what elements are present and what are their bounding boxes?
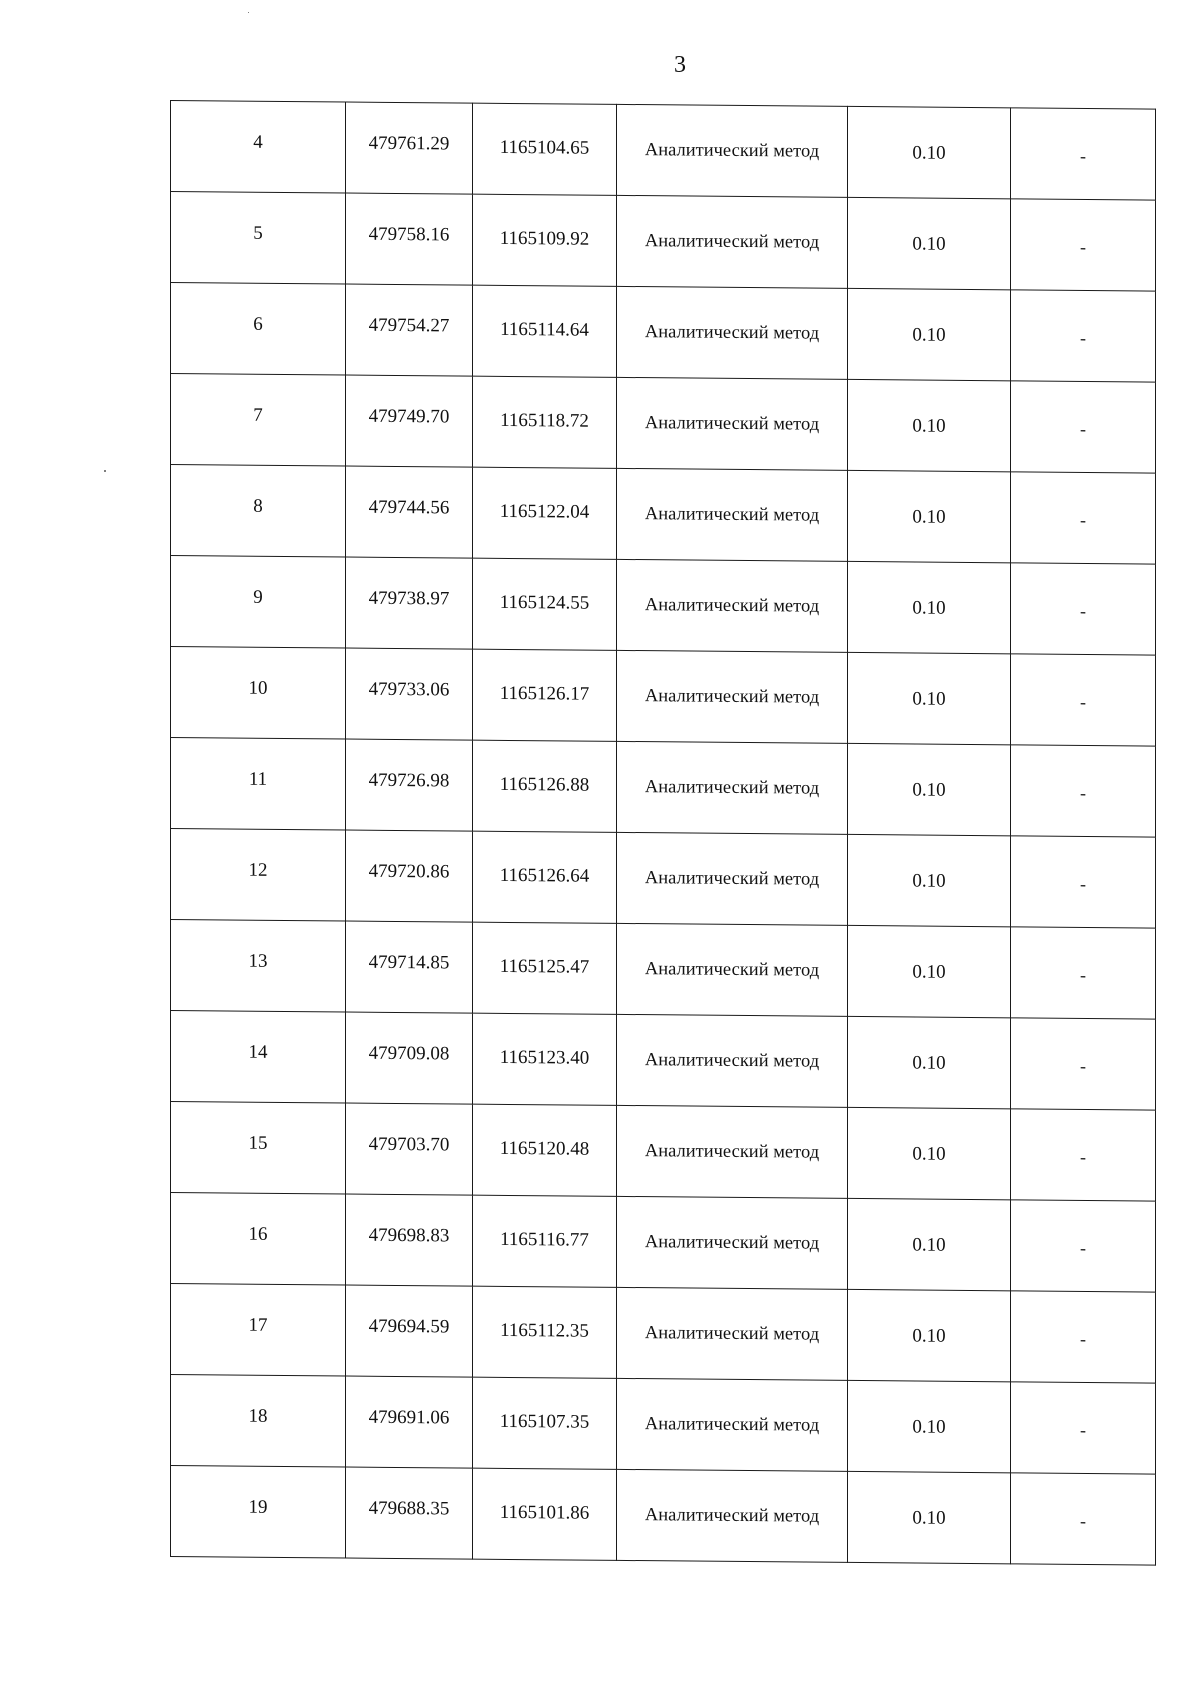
y-coordinate-cell: 1165112.35 bbox=[473, 1286, 617, 1378]
note-cell: - bbox=[1011, 927, 1156, 1019]
accuracy-cell: 0.10 bbox=[848, 743, 1011, 835]
y-coordinate-cell: 1165126.88 bbox=[473, 740, 617, 832]
point-number-cell: 5 bbox=[171, 192, 346, 285]
method-cell: Аналитический метод bbox=[617, 1014, 848, 1107]
table-row bbox=[171, 1375, 1156, 1475]
y-coordinate-cell: 1165126.17 bbox=[473, 649, 617, 741]
table-row bbox=[171, 647, 1156, 747]
accuracy-cell: 0.10 bbox=[848, 1016, 1011, 1108]
method-cell: Аналитический метод bbox=[617, 1105, 848, 1198]
x-coordinate-cell: 479688.35 bbox=[346, 1467, 473, 1559]
method-cell: Аналитический метод bbox=[617, 286, 848, 379]
note-cell: - bbox=[1011, 563, 1156, 655]
accuracy-cell: 0.10 bbox=[848, 834, 1011, 926]
y-coordinate-cell: 1165123.40 bbox=[473, 1013, 617, 1105]
table-body bbox=[171, 101, 1156, 1566]
note-cell: - bbox=[1011, 472, 1156, 564]
point-number-cell: 12 bbox=[171, 829, 346, 922]
method-cell: Аналитический метод bbox=[617, 468, 848, 561]
table-row bbox=[171, 1284, 1156, 1384]
point-number-cell: 9 bbox=[171, 556, 346, 649]
point-number-cell: 19 bbox=[171, 1466, 346, 1559]
point-number-cell: 6 bbox=[171, 283, 346, 376]
note-cell: - bbox=[1011, 1109, 1156, 1201]
point-number-cell: 14 bbox=[171, 1011, 346, 1104]
method-cell: Аналитический метод bbox=[617, 1196, 848, 1289]
accuracy-cell: 0.10 bbox=[848, 1198, 1011, 1290]
table-row bbox=[171, 374, 1156, 474]
accuracy-cell: 0.10 bbox=[848, 1380, 1011, 1472]
y-coordinate-cell: 1165118.72 bbox=[473, 376, 617, 468]
note-cell: - bbox=[1011, 381, 1156, 473]
method-cell: Аналитический метод bbox=[617, 832, 848, 925]
method-cell: Аналитический метод bbox=[617, 650, 848, 743]
x-coordinate-cell: 479738.97 bbox=[346, 557, 473, 649]
x-coordinate-cell: 479709.08 bbox=[346, 1012, 473, 1104]
accuracy-cell: 0.10 bbox=[848, 925, 1011, 1017]
accuracy-cell: 0.10 bbox=[848, 288, 1011, 380]
note-cell: - bbox=[1011, 836, 1156, 928]
point-number-cell: 15 bbox=[171, 1102, 346, 1195]
scan-speck bbox=[104, 470, 106, 472]
y-coordinate-cell: 1165116.77 bbox=[473, 1195, 617, 1287]
note-cell: - bbox=[1011, 108, 1156, 200]
table-row bbox=[171, 920, 1156, 1020]
accuracy-cell: 0.10 bbox=[848, 197, 1011, 289]
accuracy-cell: 0.10 bbox=[848, 106, 1011, 198]
x-coordinate-cell: 479749.70 bbox=[346, 375, 473, 467]
point-number-cell: 13 bbox=[171, 920, 346, 1013]
accuracy-cell: 0.10 bbox=[848, 470, 1011, 562]
note-cell: - bbox=[1011, 1200, 1156, 1292]
x-coordinate-cell: 479733.06 bbox=[346, 648, 473, 740]
table-row bbox=[171, 556, 1156, 656]
method-cell: Аналитический метод bbox=[617, 559, 848, 652]
note-cell: - bbox=[1011, 1473, 1156, 1565]
method-cell: Аналитический метод bbox=[617, 195, 848, 288]
y-coordinate-cell: 1165124.55 bbox=[473, 558, 617, 650]
note-cell: - bbox=[1011, 1291, 1156, 1383]
table-row bbox=[171, 1193, 1156, 1293]
x-coordinate-cell: 479720.86 bbox=[346, 830, 473, 922]
accuracy-cell: 0.10 bbox=[848, 652, 1011, 744]
point-number-cell: 4 bbox=[171, 101, 346, 194]
x-coordinate-cell: 479754.27 bbox=[346, 284, 473, 376]
accuracy-cell: 0.10 bbox=[848, 1471, 1011, 1563]
point-number-cell: 8 bbox=[171, 465, 346, 558]
method-cell: Аналитический метод bbox=[617, 377, 848, 470]
method-cell: Аналитический метод bbox=[617, 1469, 848, 1562]
accuracy-cell: 0.10 bbox=[848, 1107, 1011, 1199]
table-row bbox=[171, 101, 1156, 201]
page-number: 3 bbox=[674, 52, 686, 78]
x-coordinate-cell: 479691.06 bbox=[346, 1376, 473, 1468]
x-coordinate-cell: 479698.83 bbox=[346, 1194, 473, 1286]
point-number-cell: 10 bbox=[171, 647, 346, 740]
method-cell: Аналитический метод bbox=[617, 104, 848, 197]
y-coordinate-cell: 1165109.92 bbox=[473, 194, 617, 286]
method-cell: Аналитический метод bbox=[617, 1287, 848, 1380]
accuracy-cell: 0.10 bbox=[848, 561, 1011, 653]
note-cell: - bbox=[1011, 654, 1156, 746]
scan-speck bbox=[248, 12, 249, 13]
table-row bbox=[171, 1011, 1156, 1111]
method-cell: Аналитический метод bbox=[617, 1378, 848, 1471]
y-coordinate-cell: 1165114.64 bbox=[473, 285, 617, 377]
note-cell: - bbox=[1011, 1382, 1156, 1474]
method-cell: Аналитический метод bbox=[617, 741, 848, 834]
x-coordinate-cell: 479714.85 bbox=[346, 921, 473, 1013]
y-coordinate-cell: 1165104.65 bbox=[473, 103, 617, 195]
method-cell: Аналитический метод bbox=[617, 923, 848, 1016]
note-cell: - bbox=[1011, 745, 1156, 837]
table-row bbox=[171, 1102, 1156, 1202]
y-coordinate-cell: 1165122.04 bbox=[473, 467, 617, 559]
y-coordinate-cell: 1165101.86 bbox=[473, 1468, 617, 1560]
coordinates-table-wrapper bbox=[170, 100, 1155, 1566]
point-number-cell: 7 bbox=[171, 374, 346, 467]
coordinates-table bbox=[170, 100, 1156, 1566]
y-coordinate-cell: 1165107.35 bbox=[473, 1377, 617, 1469]
table-row bbox=[171, 738, 1156, 838]
x-coordinate-cell: 479761.29 bbox=[346, 102, 473, 194]
table-row bbox=[171, 829, 1156, 929]
x-coordinate-cell: 479758.16 bbox=[346, 193, 473, 285]
y-coordinate-cell: 1165126.64 bbox=[473, 831, 617, 923]
note-cell: - bbox=[1011, 199, 1156, 291]
table-row bbox=[171, 283, 1156, 383]
y-coordinate-cell: 1165125.47 bbox=[473, 922, 617, 1014]
table-row bbox=[171, 1466, 1156, 1566]
point-number-cell: 11 bbox=[171, 738, 346, 831]
accuracy-cell: 0.10 bbox=[848, 1289, 1011, 1381]
accuracy-cell: 0.10 bbox=[848, 379, 1011, 471]
point-number-cell: 16 bbox=[171, 1193, 346, 1286]
x-coordinate-cell: 479694.59 bbox=[346, 1285, 473, 1377]
point-number-cell: 17 bbox=[171, 1284, 346, 1377]
x-coordinate-cell: 479744.56 bbox=[346, 466, 473, 558]
x-coordinate-cell: 479726.98 bbox=[346, 739, 473, 831]
note-cell: - bbox=[1011, 290, 1156, 382]
point-number-cell: 18 bbox=[171, 1375, 346, 1468]
table-row bbox=[171, 192, 1156, 292]
x-coordinate-cell: 479703.70 bbox=[346, 1103, 473, 1195]
table-row bbox=[171, 465, 1156, 565]
note-cell: - bbox=[1011, 1018, 1156, 1110]
y-coordinate-cell: 1165120.48 bbox=[473, 1104, 617, 1196]
